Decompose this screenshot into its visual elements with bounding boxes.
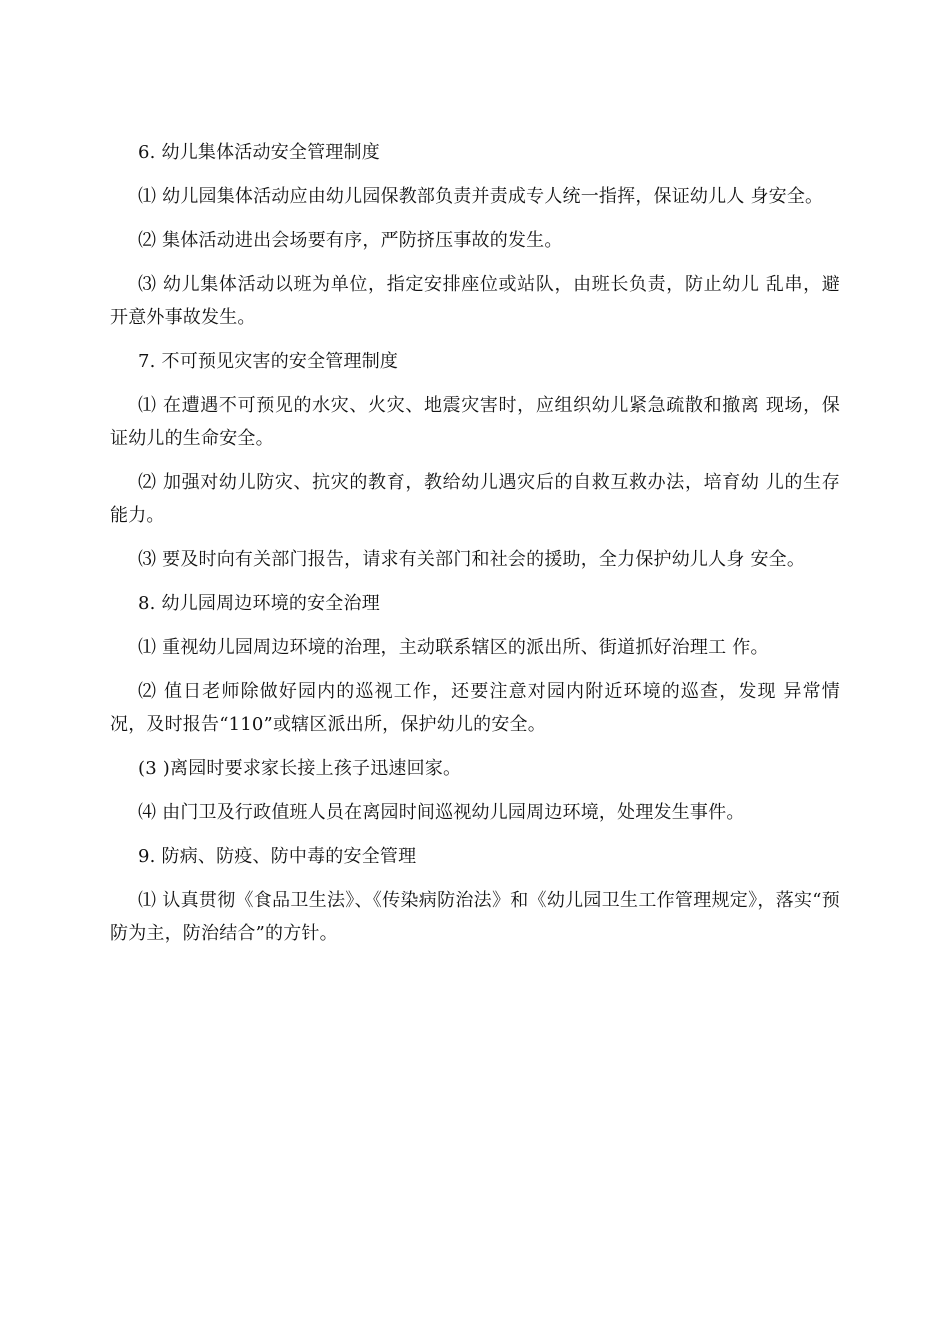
paragraph: ⑵ 值日老师除做好园内的巡视工作，还要注意对园内附近环境的巡查，发现 异常情况，及时报告“110”或辖区派出所，保护幼儿的安全。 [110,681,840,735]
paragraph: ⑶ 幼儿集体活动以班为单位，指定安排座位或站队，由班长负责，防止幼儿 乱串，避开意外事故发生。 [110,274,840,328]
section-heading-6: 6. 幼儿集体活动安全管理制度 [138,142,380,163]
paragraph: ⑴ 认真贯彻《食品卫生法》、《传染病防治法》和《幼儿园卫生工作管理规定》，落实“预防为主，防治结合”的方针。 [110,890,840,944]
section-heading-8: 8. 幼儿园周边环境的安全治理 [138,593,380,614]
paragraph: ⑴ 在遭遇不可预见的水灾、火灾、地震灾害时，应组织幼儿紧急疏散和撤离 现场，保证幼儿的生命安全。 [110,395,840,449]
paragraph: ⑷ 由门卫及行政值班人员在离园时间巡视幼儿园周边环境，处理发生事件。 [138,802,745,823]
paragraph: ⑶ 要及时向有关部门报告，请求有关部门和社会的援助，全力保护幼儿人身 安全。 [138,549,806,570]
paragraph: ⑴ 幼儿园集体活动应由幼儿园保教部负责并责成专人统一指挥，保证幼儿人 身安全。 [138,186,824,207]
paragraph: ⑴ 重视幼儿园周边环境的治理，主动联系辖区的派出所、街道抓好治理工 作。 [138,637,769,658]
paragraph: (3 )离园时要求家长接上孩子迅速回家。 [138,758,462,779]
section-heading-9: 9. 防病、防疫、防中毒的安全管理 [138,846,417,867]
paragraph: ⑵ 加强对幼儿防灾、抗灾的教育，教给幼儿遇灾后的自救互救办法，培育幼 儿的生存能力。 [110,472,840,526]
document-page [110,136,840,961]
section-heading-7: 7. 不可预见灾害的安全管理制度 [138,351,399,372]
paragraph: ⑵ 集体活动进出会场要有序，严防挤压事故的发生。 [138,230,563,251]
